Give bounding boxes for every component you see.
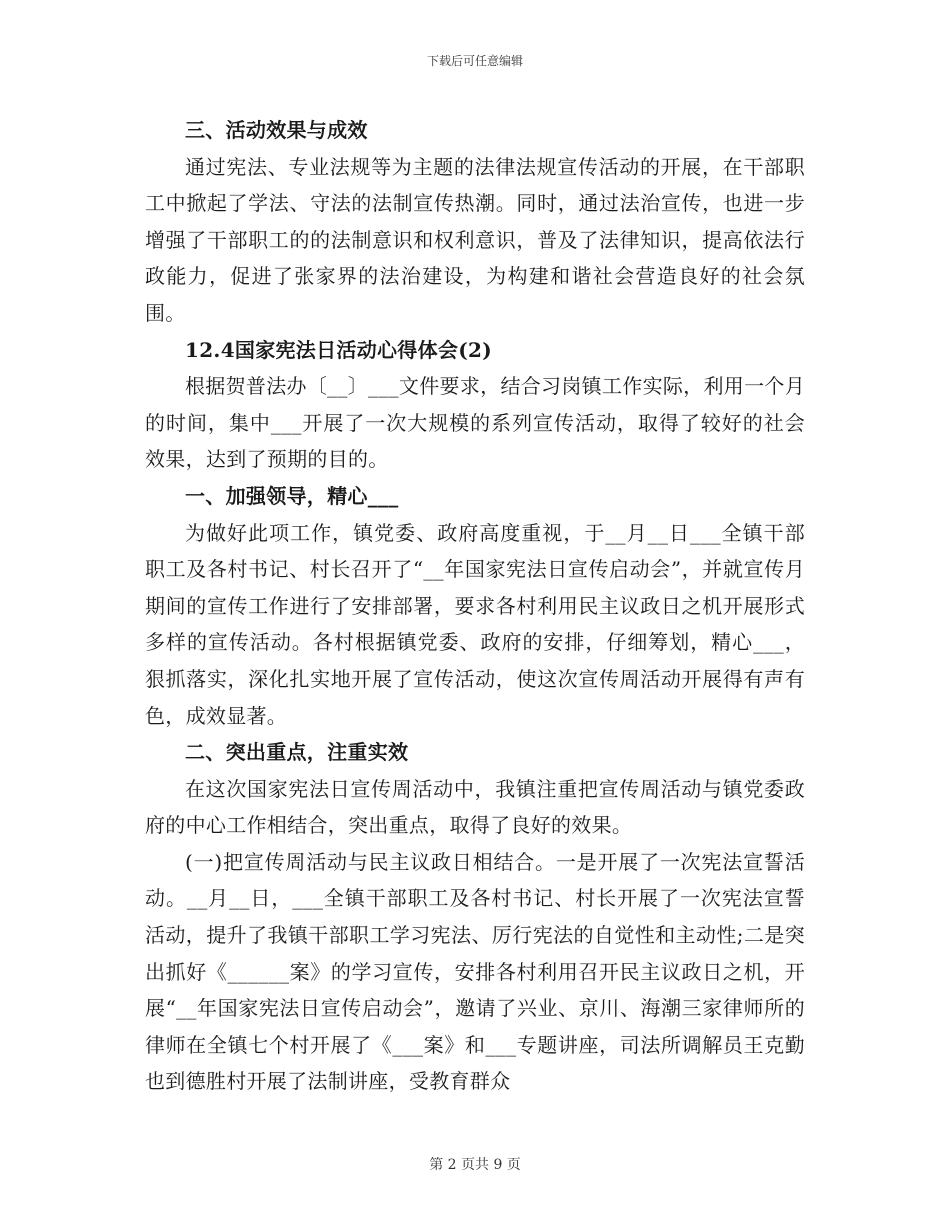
paragraph-effects: 通过宪法、专业法规等为主题的法律法规宣传活动的开展，在干部职工中掀起了学法、守法的法制宣传热潮。同时，通过法治宣传，也进一步增强了干部职工的的法制意识和权利意识，普及了法律知识，提高依法行政能力，促进了张家界的法治建设，为构建和谐社会营造良好的社会氛围。 [145,154,805,325]
section-heading-leadership: 一、加强领导，精心___ [185,483,399,508]
paragraph-democratic-day: (一)把宣传周活动与民主议政日相结合。一是开展了一次宪法宣誓活动。__月__日，___全镇干部职工及各村书记、村长开展了一次宪法宣誓活动，提升了我镇干部职工学习宪法、厉行宪法的自觉性和主动性;二是突出抓好《______案》的学习宣传，安排各村利用召开民主议政日之机，开展“__年国家宪法日宣传启动会”，邀请了兴业、京川、海潮三家律师所的律师在全镇七个村开展了《___案》和___专题讲座，司法所调解员王克勤也到德胜村开展了法制讲座，受教育群众 [145,849,805,1094]
section-heading-focus: 二、突出重点，注重实效 [185,740,409,765]
page-header: 下载后可任意编辑 [426,54,523,68]
document-body [145,112,805,1100]
paragraph-intro: 根据贺普法办〔__〕___文件要求，结合习岗镇工作实际，利用一个月的时间，集中___开展了一次大规模的系列宣传活动，取得了较好的社会效果，达到了预期的目的。 [145,374,805,472]
paragraph-focus: 在这次国家宪法日宣传周活动中，我镇注重把宣传周活动与镇党委政府的中心工作相结合，突出重点，取得了良好的效果。 [145,776,805,838]
article-title: 12.4国家宪法日活动心得体会(2) [185,337,492,362]
section-heading-effects: 三、活动效果与成效 [185,118,368,142]
paragraph-leadership: 为做好此项工作，镇党委、政府高度重视，于__月__日___全镇干部职工及各村书记、村长召开了“__年国家宪法日宣传启动会”，并就宣传月期间的宣传工作进行了安排部署，要求各村利用民主议政日之机开展形式多样的宣传活动。各村根据镇党委、政府的安排，仔细筹划，精心___，狠抓落实，深化扎实地开展了宣传活动，使这次宣传周活动开展得有声有色，成效显著。 [145,520,805,728]
page-footer: 第 2 页共 9 页 [429,1157,521,1173]
